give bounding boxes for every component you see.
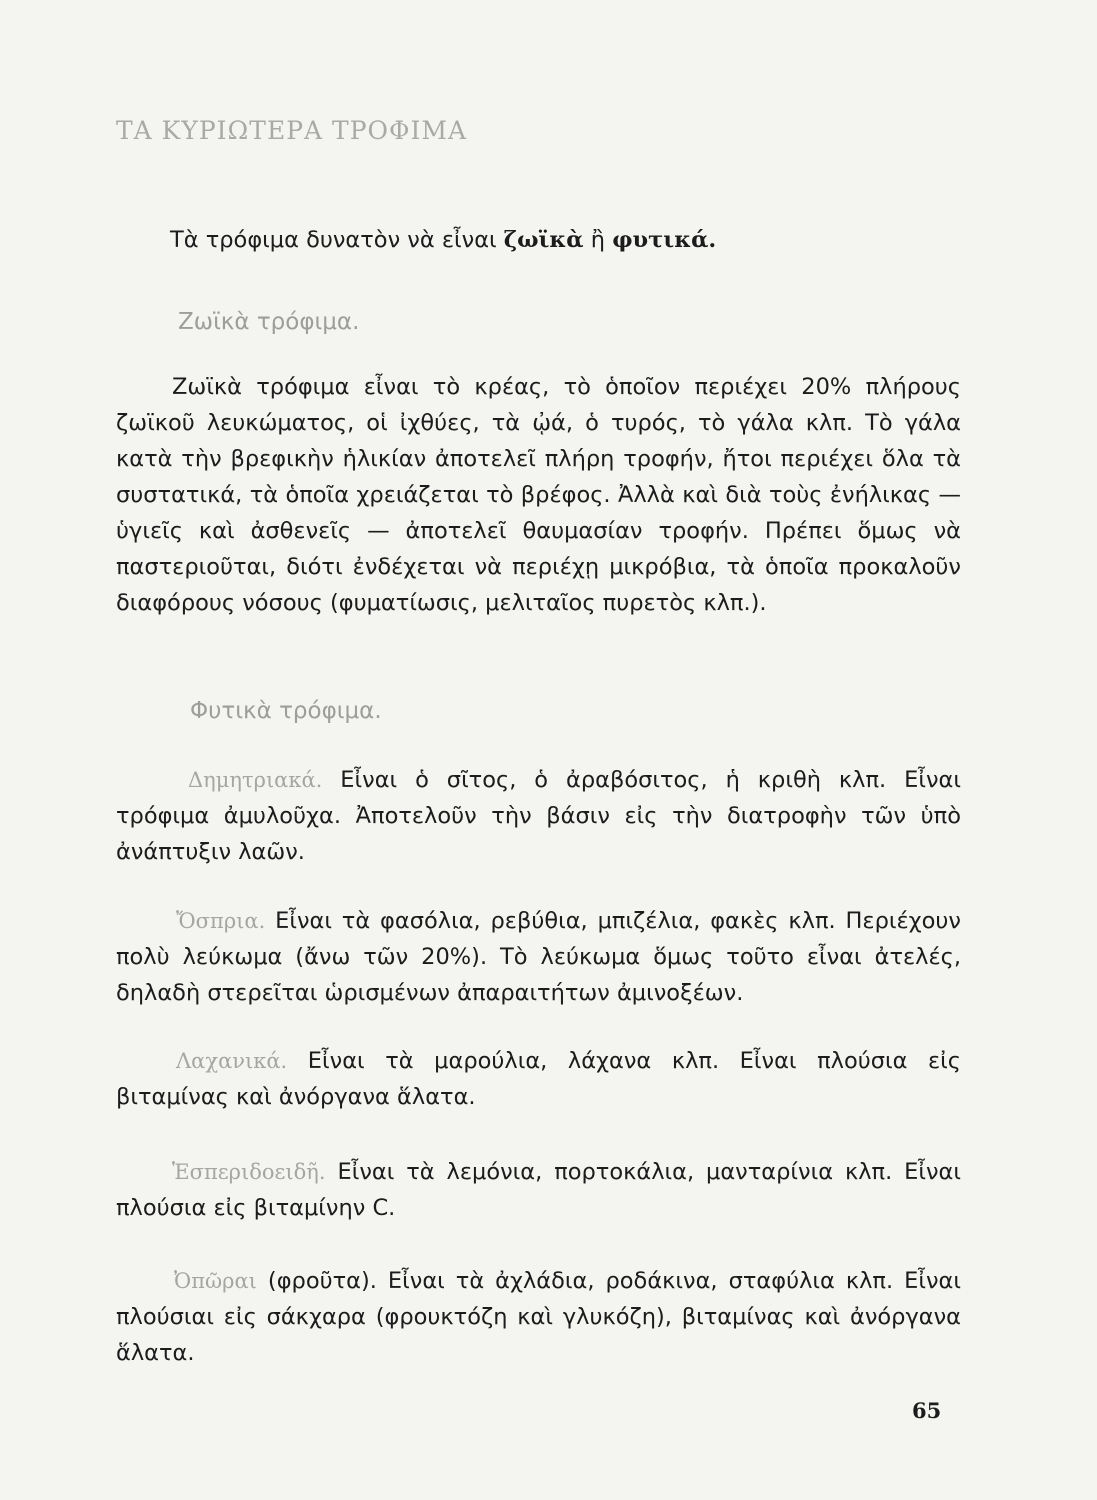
fruits-label: Ὀπῶραι (174, 1269, 257, 1293)
page-number: 65 (912, 1398, 942, 1423)
vegetables-label: Λαχανικά. (176, 1049, 288, 1073)
term-plant: φυτικά. (612, 227, 717, 253)
plant-item-legumes (116, 903, 961, 1011)
cereals-text: Εἶναι ὁ σῖτος, ὁ ἀραβόσιτος, ἡ κριθὴ κλπ. Εἶναι τρόφιμα ἀμυλοῦχα. Ἀποτελοῦν τὴν βάσιν εἰς τὴν διατροφὴν τῶν ὑπὸ ἀνάπτυξιν λαῶν. (116, 767, 961, 865)
legumes-text: Εἶναι τὰ φασόλια, ρεβύθια, μπιζέλια, φακὲς κλπ. Περιέχουν πολὺ λεύκωμα (ἄνω τῶν 20%). Τὸ λεύκωμα ὅμως τοῦτο εἶναι ἀτελές, δηλαδὴ στερεῖται ὡρισμένων ἀπαραιτήτων ἀμινοξέων. (116, 908, 961, 1006)
vegetables-text: Εἶναι τὰ μαρούλια, λάχανα κλπ. Εἶναι πλούσια εἰς βιταμίνας καὶ ἀνόργανα ἅλατα. (116, 1048, 961, 1110)
intro-paragraph (170, 222, 870, 258)
plant-item-citrus (116, 1154, 961, 1226)
animal-foods-subheading: Ζωϊκὰ τρόφιμα. (178, 309, 360, 335)
legumes-label: Ὄσπρια. (176, 909, 266, 933)
intro-conjunction: ἢ (583, 227, 613, 253)
cereals-label: Δημητριακά. (188, 768, 323, 792)
intro-text: Τὰ τρόφιμα δυνατὸν νὰ εἶναι (170, 227, 504, 253)
plant-item-fruits (116, 1263, 961, 1371)
citrus-label: Ἑσπεριδοειδῆ. (172, 1160, 326, 1184)
term-animal: ζωϊκὰ (503, 227, 584, 253)
plant-item-vegetables (116, 1043, 961, 1115)
citrus-text: Εἶναι τὰ λεμόνια, πορτοκάλια, μανταρίνια κλπ. Εἶναι πλούσια εἰς βιταμίνην C. (116, 1159, 961, 1221)
plant-foods-subheading: Φυτικὰ τρόφιμα. (190, 698, 382, 724)
plant-item-cereals (116, 762, 961, 870)
animal-foods-text: Ζωϊκὰ τρόφιμα εἶναι τὸ κρέας, τὸ ὁποῖον περιέχει 20% πλήρους ζωϊκοῦ λευκώματος, οἱ ἰχθύες, τὰ ᾠά, ὁ τυρός, τὸ γάλα κλπ. Τὸ γάλα κατὰ τὴν βρεφικὴν ἡλικίαν ἀποτελεῖ πλήρη τροφήν, ἤτοι περιέχει ὅλα τὰ συστατικά, τὰ ὁποῖα χρειάζεται τὸ βρέφος. Ἀλλὰ καὶ διὰ τοὺς ἐνήλικας — ὑγιεῖς καὶ ἀσθενεῖς — ἀποτελεῖ θαυμασίαν τροφήν. Πρέπει ὅμως νὰ παστεριοῦται, διότι ἐνδέχεται νὰ περιέχῃ μικρόβια, τὰ ὁποῖα προκαλοῦν διαφόρους νόσους (φυματίωσις, μελιταῖος πυρετὸς κλπ.). (116, 374, 961, 616)
fruits-text: (φροῦτα). Εἶναι τὰ ἀχλάδια, ροδάκινα, σταφύλια κλπ. Εἶναι πλούσιαι εἰς σάκχαρα (φρουκτόζη καὶ γλυκόζη), βιταμίνας καὶ ἀνόργανα ἅλατα. (116, 1268, 961, 1366)
animal-foods-paragraph (116, 369, 961, 621)
page-heading: ΤΑ ΚΥΡΙΩΤΕΡΑ ΤΡΟΦΙΜΑ (116, 116, 468, 145)
